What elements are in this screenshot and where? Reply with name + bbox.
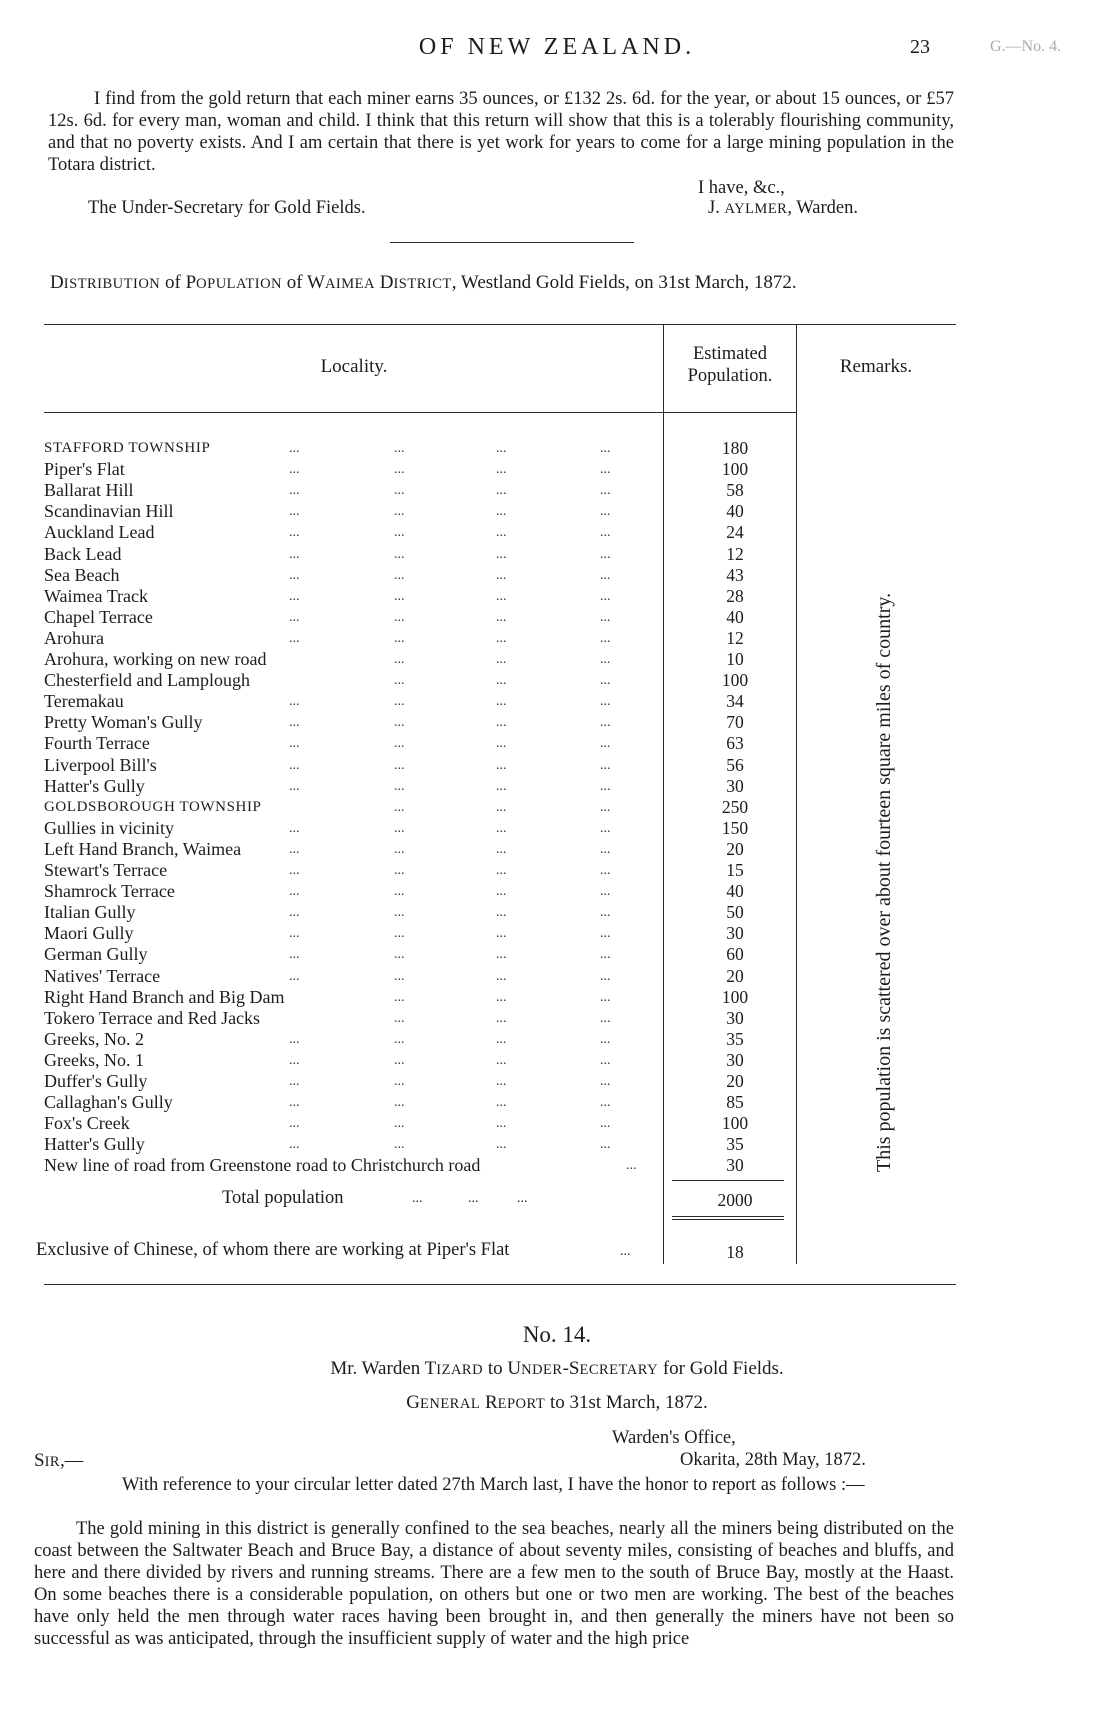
table-row	[44, 839, 664, 860]
locality-name: German Gully	[44, 944, 148, 964]
leader-dots: ...	[289, 947, 300, 962]
locality-name: Maori Gully	[44, 923, 134, 943]
leader-dots: ...	[600, 610, 611, 625]
population-value: 35	[726, 1029, 744, 1049]
population-value: 12	[726, 544, 744, 564]
leader-dots: ...	[289, 779, 300, 794]
population-value: 250	[721, 797, 749, 817]
leader-dots: ...	[496, 821, 507, 836]
locality-name: Stewart's Terrace	[44, 860, 168, 880]
total-leader-dots: ... ... ...	[412, 1191, 528, 1206]
table-row	[44, 691, 664, 712]
population-value: 20	[726, 839, 744, 859]
leader-dots: ...	[394, 1116, 405, 1131]
locality-name: Natives' Terrace	[44, 966, 161, 986]
leader-dots: ...	[394, 736, 405, 751]
table-row	[44, 501, 664, 522]
table-row	[44, 797, 664, 818]
leader-dots: ...	[600, 568, 611, 583]
leader-dots: ...	[289, 1095, 300, 1110]
leader-dots: ...	[394, 547, 405, 562]
leader-dots: ...	[600, 694, 611, 709]
population-value: 28	[726, 586, 744, 606]
leader-dots: ...	[496, 441, 507, 456]
leader-dots: ...	[289, 631, 300, 646]
population-value: 85	[726, 1092, 744, 1112]
table-row	[44, 776, 664, 797]
leader-dots: ...	[600, 504, 611, 519]
leader-dots: ...	[289, 842, 300, 857]
leader-dots: ...	[394, 483, 405, 498]
total-double-rule	[672, 1216, 784, 1217]
table-bottom-rule	[44, 1284, 956, 1285]
closing-line: I have, &c.,	[698, 178, 785, 198]
total-value: 2000	[717, 1190, 753, 1210]
table-row	[44, 459, 664, 480]
leader-dots: ...	[496, 969, 507, 984]
leader-dots: ...	[496, 652, 507, 667]
locality-name: Fourth Terrace	[44, 733, 150, 753]
leader-dots: ...	[496, 905, 507, 920]
table-row	[44, 944, 664, 965]
leader-dots: ...	[289, 441, 300, 456]
leader-dots: ...	[496, 631, 507, 646]
leader-dots: ...	[600, 462, 611, 477]
chinese-note-value: 18	[726, 1242, 744, 1262]
population-value: 30	[726, 923, 744, 943]
leader-dots: ...	[394, 758, 405, 773]
leader-dots: ...	[496, 779, 507, 794]
locality-name: Pretty Woman's Gully	[44, 712, 203, 732]
leader-dots: ...	[289, 483, 300, 498]
leader-dots: ...	[394, 1074, 405, 1089]
report-subtitle: GENERAL REPORT to 31st March, 1872.	[406, 1392, 708, 1413]
table-row	[44, 1113, 664, 1134]
leader-dots: ...	[600, 1032, 611, 1047]
leader-dots: ...	[496, 1116, 507, 1131]
table-row	[44, 818, 664, 839]
salutation: SIR,—	[34, 1450, 84, 1471]
leader-dots: ...	[496, 884, 507, 899]
locality-name: Piper's Flat	[44, 459, 125, 479]
leader-dots: ...	[394, 525, 405, 540]
leader-dots: ...	[394, 969, 405, 984]
leader-dots: ...	[394, 715, 405, 730]
leader-dots: ...	[394, 863, 405, 878]
leader-dots: ...	[496, 842, 507, 857]
leader-dots: ...	[600, 736, 611, 751]
leader-dots: ...	[394, 842, 405, 857]
leader-dots: ...	[394, 990, 405, 1005]
leader-dots: ...	[394, 1095, 405, 1110]
leader-dots: ...	[496, 673, 507, 688]
table-header-rule	[44, 412, 796, 413]
leader-dots: ...	[600, 547, 611, 562]
leader-dots: ...	[600, 673, 611, 688]
leader-dots: ...	[394, 905, 405, 920]
chinese-note-label: Exclusive of Chinese, of whom there are working at Piper's Flat	[36, 1240, 510, 1260]
table-row	[44, 1155, 664, 1176]
locality-name: Chapel Terrace	[44, 607, 153, 627]
table-caption: DISTRIBUTION of POPULATION of WAIMEA DISTRICT, Westland Gold Fields, on 31st March, 1872.	[50, 272, 797, 293]
table-top-rule	[44, 324, 956, 325]
leader-dots: ...	[600, 821, 611, 836]
page-header-title: OF NEW ZEALAND.	[418, 34, 696, 60]
leader-dots: ...	[289, 1116, 300, 1131]
locality-name: Callaghan's Gully	[44, 1092, 173, 1112]
table-row	[44, 480, 664, 501]
table-row	[44, 860, 664, 881]
population-value: 60	[726, 944, 744, 964]
population-value: 56	[726, 755, 744, 775]
locality-name: Liverpool Bill's	[44, 755, 157, 775]
leader-dots: ...	[600, 842, 611, 857]
table-row	[44, 565, 664, 586]
leader-dots: ...	[600, 905, 611, 920]
leader-dots: ...	[289, 821, 300, 836]
locality-name: Waimea Track	[44, 586, 149, 606]
leader-dots: ...	[600, 947, 611, 962]
leader-dots: ...	[496, 1137, 507, 1152]
report-number: No. 14.	[522, 1322, 592, 1347]
leader-dots: ...	[600, 758, 611, 773]
locality-name: New line of road from Greenstone road to Christchurch road	[44, 1155, 481, 1175]
table-row	[44, 1134, 664, 1155]
leader-dots: ...	[394, 1032, 405, 1047]
leader-dots: ...	[496, 1011, 507, 1026]
population-value: 10	[726, 649, 744, 669]
population-value: 40	[726, 501, 744, 521]
population-value: 58	[726, 480, 744, 500]
locality-name: Back Lead	[44, 544, 122, 564]
addressee: The Under-Secretary for Gold Fields.	[88, 198, 366, 218]
leader-dots: ...	[496, 568, 507, 583]
table-row	[44, 1071, 664, 1092]
leader-dots: ...	[289, 715, 300, 730]
leader-dots: ...	[289, 969, 300, 984]
locality-name: Arohura, working on new road	[44, 649, 267, 669]
leader-dots: ...	[394, 673, 405, 688]
leader-dots: ...	[496, 947, 507, 962]
leader-dots: ...	[496, 800, 507, 815]
leader-dots: ...	[600, 779, 611, 794]
locality-name: Auckland Lead	[44, 522, 155, 542]
leader-dots: ...	[394, 568, 405, 583]
leader-dots: ...	[600, 863, 611, 878]
page-number: 23	[910, 36, 930, 58]
total-double-rule	[672, 1219, 784, 1220]
locality-name: Hatter's Gully	[44, 776, 145, 796]
population-value: 30	[726, 1155, 744, 1175]
leader-dots: ...	[600, 1011, 611, 1026]
leader-dots: ...	[394, 652, 405, 667]
office-line: Warden's Office,	[612, 1428, 736, 1448]
locality-name: Fox's Creek	[44, 1113, 130, 1133]
signature-initial: J.	[708, 198, 720, 218]
leader-dots: ...	[289, 462, 300, 477]
leader-dots: ...	[600, 1137, 611, 1152]
leader-dots: ...	[496, 758, 507, 773]
population-value: 15	[726, 860, 744, 880]
signature-title: , Warden.	[787, 198, 858, 218]
table-row	[44, 923, 664, 944]
locality-name: Sea Beach	[44, 565, 120, 585]
leader-dots: ...	[496, 990, 507, 1005]
leader-dots: ...	[394, 694, 405, 709]
leader-dots: ...	[626, 1158, 637, 1173]
leader-dots: ...	[600, 969, 611, 984]
leader-dots: ...	[600, 800, 611, 815]
population-value: 30	[726, 1050, 744, 1070]
leader-dots: ...	[496, 547, 507, 562]
table-row	[44, 649, 664, 670]
locality-name: Hatter's Gully	[44, 1134, 145, 1154]
population-value: 63	[726, 733, 744, 753]
leader-dots: ...	[600, 1074, 611, 1089]
leader-dots: ...	[600, 884, 611, 899]
leader-dots: ...	[289, 525, 300, 540]
locality-name: Teremakau	[44, 691, 124, 711]
chinese-leader-dots: ...	[620, 1244, 631, 1259]
leader-dots: ...	[289, 547, 300, 562]
table-row	[44, 755, 664, 776]
population-value: 24	[726, 522, 744, 542]
population-value: 100	[721, 1113, 749, 1133]
locality-name: Italian Gully	[44, 902, 136, 922]
total-rule	[672, 1180, 784, 1181]
population-value: 12	[726, 628, 744, 648]
population-value: 34	[726, 691, 744, 711]
leader-dots: ...	[394, 1011, 405, 1026]
table-row	[44, 628, 664, 649]
leader-dots: ...	[600, 589, 611, 604]
leader-dots: ...	[496, 525, 507, 540]
leader-dots: ...	[394, 462, 405, 477]
leader-dots: ...	[394, 779, 405, 794]
table-row	[44, 1008, 664, 1029]
leader-dots: ...	[289, 568, 300, 583]
table-row	[44, 881, 664, 902]
leader-dots: ...	[600, 1095, 611, 1110]
table-row	[44, 1050, 664, 1071]
leader-dots: ...	[394, 441, 405, 456]
leader-dots: ...	[496, 1074, 507, 1089]
leader-dots: ...	[289, 1053, 300, 1068]
table-row	[44, 902, 664, 923]
section-divider	[390, 242, 634, 243]
leader-dots: ...	[600, 483, 611, 498]
leader-dots: ...	[496, 736, 507, 751]
population-value: 40	[726, 881, 744, 901]
leader-dots: ...	[600, 715, 611, 730]
leader-dots: ...	[496, 462, 507, 477]
leader-dots: ...	[496, 610, 507, 625]
document-reference: G.—No. 4.	[990, 38, 1062, 55]
leader-dots: ...	[394, 947, 405, 962]
locality-name: Ballarat Hill	[44, 480, 134, 500]
population-value: 30	[726, 1008, 744, 1028]
population-value: 40	[726, 607, 744, 627]
signature-name: AYLMER	[724, 201, 788, 217]
signature	[708, 198, 858, 219]
leader-dots: ...	[394, 631, 405, 646]
leader-dots: ...	[600, 441, 611, 456]
table-row	[44, 438, 664, 459]
leader-dots: ...	[394, 800, 405, 815]
header-population-line1: Estimated	[693, 344, 767, 364]
locality-name: Tokero Terrace and Red Jacks	[44, 1008, 261, 1028]
locality-name: Shamrock Terrace	[44, 881, 175, 901]
leader-dots: ...	[496, 1053, 507, 1068]
leader-dots: ...	[496, 694, 507, 709]
locality-name: Arohura	[44, 628, 104, 648]
population-value: 30	[726, 776, 744, 796]
leader-dots: ...	[289, 694, 300, 709]
population-value: 150	[721, 818, 749, 838]
leader-dots: ...	[496, 589, 507, 604]
population-value: 20	[726, 966, 744, 986]
leader-dots: ...	[496, 863, 507, 878]
population-value: 100	[721, 670, 749, 690]
total-label: Total population	[222, 1188, 344, 1208]
report-body-paragraph: The gold mining in this district is generally confined to the sea beaches, nearly all the miners being distributed on the coast between the Saltwater Beach and Bruce Bay, a distance of about seventy miles, consisting of beaches and bluffs, and here and there divided by rivers and running streams. There are a few men to the south of Bruce Bay, mostly at the Haast. On some beaches there is a considerable population, on others but one or two men are working. The best of the beaches have only held the men through water races having been brought in, and then generally the miners have not been so successful as was anticipated, through the insufficient supply of water and the high price	[34, 1519, 954, 1649]
locality-name: Greeks, No. 1	[44, 1050, 144, 1070]
header-remarks: Remarks.	[839, 356, 913, 377]
leader-dots: ...	[600, 1053, 611, 1068]
leader-dots: ...	[496, 1095, 507, 1110]
table-row	[44, 966, 664, 987]
leader-dots: ...	[394, 1137, 405, 1152]
report-from-to: Mr. Warden TIZARD to UNDER-SECRETARY for Gold Fields.	[330, 1358, 784, 1379]
leader-dots: ...	[289, 863, 300, 878]
table-row	[44, 522, 664, 543]
leader-dots: ...	[394, 926, 405, 941]
place-date-line: Okarita, 28th May, 1872.	[680, 1450, 866, 1470]
leader-dots: ...	[289, 1032, 300, 1047]
leader-dots: ...	[289, 1074, 300, 1089]
locality-name: Greeks, No. 2	[44, 1029, 144, 1049]
population-value: 180	[721, 438, 749, 458]
header-locality: Locality.	[320, 356, 388, 377]
leader-dots: ...	[289, 905, 300, 920]
leader-dots: ...	[289, 610, 300, 625]
population-value: 70	[726, 712, 744, 732]
leader-dots: ...	[496, 504, 507, 519]
table-row	[44, 544, 664, 565]
leader-dots: ...	[600, 990, 611, 1005]
leader-dots: ...	[600, 631, 611, 646]
leader-dots: ...	[289, 1137, 300, 1152]
table-row	[44, 733, 664, 754]
leader-dots: ...	[394, 504, 405, 519]
locality-name: GOLDSBOROUGH TOWNSHIP	[44, 799, 262, 815]
header-population-line2: Population.	[687, 366, 773, 386]
locality-name: Chesterfield and Lamplough	[44, 670, 250, 690]
population-value: 20	[726, 1071, 744, 1091]
population-value: 50	[726, 902, 744, 922]
population-value: 43	[726, 565, 744, 585]
leader-dots: ...	[289, 504, 300, 519]
table-row	[44, 670, 664, 691]
table-row	[44, 607, 664, 628]
locality-name: Right Hand Branch and Big Dam	[44, 987, 285, 1007]
locality-name: STAFFORD TOWNSHIP	[44, 440, 211, 456]
table-row	[44, 712, 664, 733]
leader-dots: ...	[394, 610, 405, 625]
leader-dots: ...	[496, 926, 507, 941]
leader-dots: ...	[600, 1116, 611, 1131]
table-row	[44, 1092, 664, 1113]
intro-paragraph: I find from the gold return that each miner earns 35 ounces, or £132 2s. 6d. for the year, or about 15 ounces, or £57 12s. 6d. for every man, woman and child. I think that this return will show that this is a tolerably flourishing community, and that no poverty exists. And I am certain that there is yet work for years to come for a large mining population in the Totara district.	[48, 89, 954, 175]
leader-dots: ...	[289, 926, 300, 941]
leader-dots: ...	[394, 589, 405, 604]
locality-name: Duffer's Gully	[44, 1071, 148, 1091]
leader-dots: ...	[496, 1032, 507, 1047]
leader-dots: ...	[600, 926, 611, 941]
leader-dots: ...	[496, 483, 507, 498]
leader-dots: ...	[394, 884, 405, 899]
population-value: 35	[726, 1134, 744, 1154]
population-value: 100	[721, 459, 749, 479]
leader-dots: ...	[496, 715, 507, 730]
leader-dots: ...	[394, 821, 405, 836]
locality-name: Scandinavian Hill	[44, 501, 174, 521]
locality-name: Left Hand Branch, Waimea	[44, 839, 242, 859]
table-row	[44, 586, 664, 607]
leader-dots: ...	[394, 1053, 405, 1068]
leader-dots: ...	[289, 736, 300, 751]
locality-name: Gullies in vicinity	[44, 818, 174, 838]
remarks-rotated-text: This population is scattered over about fourteen square miles of country.	[873, 592, 895, 1172]
leader-dots: ...	[289, 589, 300, 604]
leader-dots: ...	[600, 525, 611, 540]
report-opening-paragraph: With reference to your circular letter dated 27th March last, I have the honor to report as follows :—	[122, 1475, 865, 1495]
leader-dots: ...	[289, 758, 300, 773]
leader-dots: ...	[289, 884, 300, 899]
population-value: 100	[721, 987, 749, 1007]
table-row	[44, 987, 664, 1008]
leader-dots: ...	[600, 652, 611, 667]
table-row	[44, 1029, 664, 1050]
